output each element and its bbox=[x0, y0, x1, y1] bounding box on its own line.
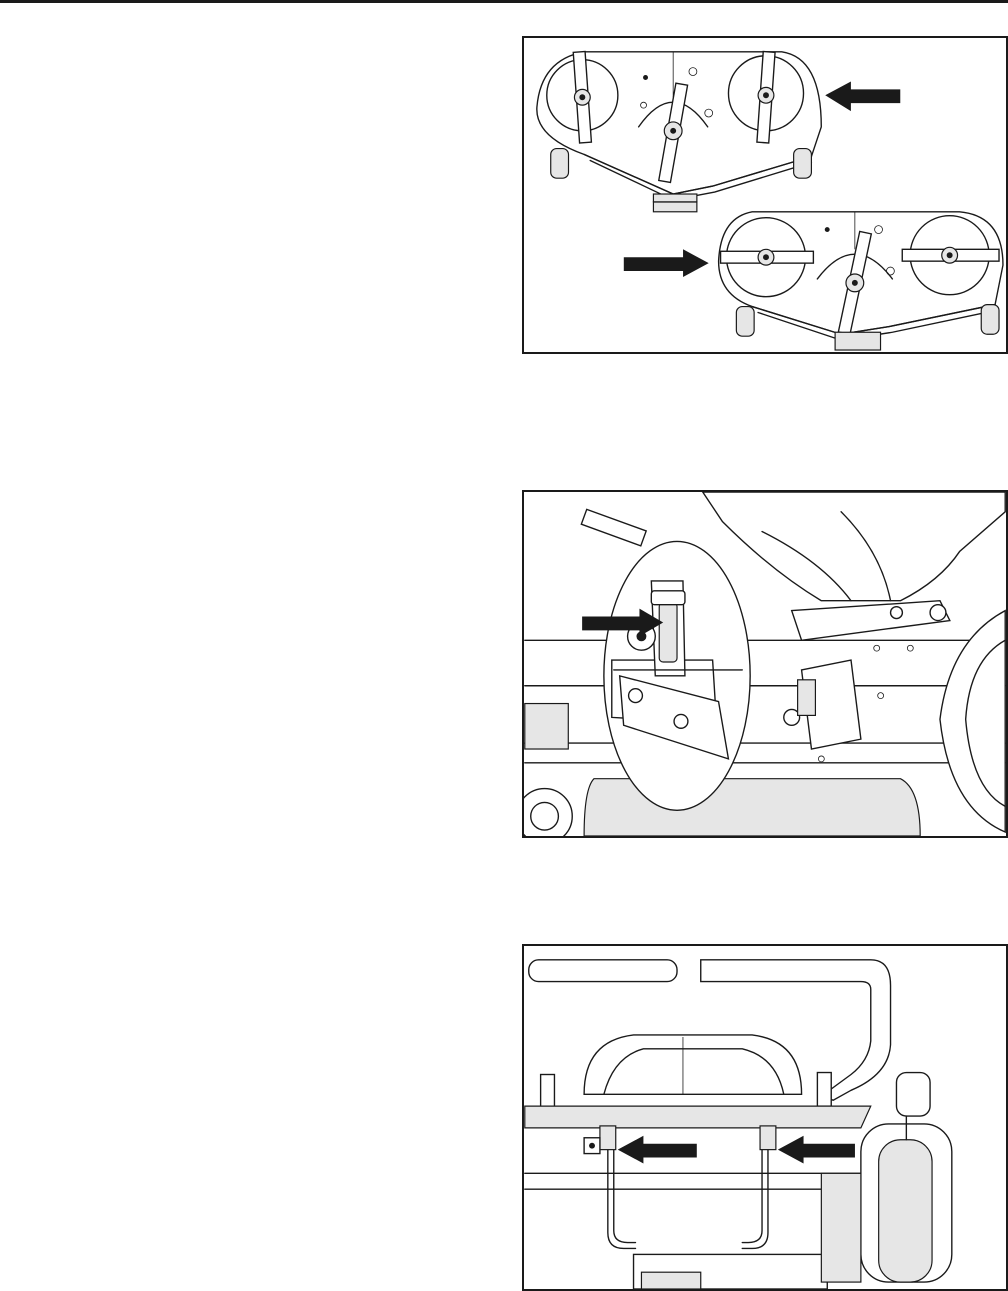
figure-lift-linkage bbox=[522, 490, 1008, 838]
mower-frame-background bbox=[524, 492, 1005, 836]
upper-mower-deck bbox=[537, 52, 821, 212]
page-top-rule bbox=[0, 0, 1008, 3]
linkage-illustration bbox=[524, 492, 1006, 836]
front-hanger-illustration bbox=[524, 946, 1006, 1289]
lower-mower-deck bbox=[719, 212, 1003, 350]
magnified-detail-inset bbox=[604, 541, 750, 810]
figure-front-hangers bbox=[522, 944, 1008, 1291]
figure-deck-leveling bbox=[522, 36, 1008, 354]
arrow-icon bbox=[624, 249, 709, 277]
arrow-icon bbox=[618, 1136, 697, 1164]
deck-illustration bbox=[524, 38, 1006, 352]
mower-front-view bbox=[525, 960, 952, 1289]
arrow-icon bbox=[825, 81, 900, 111]
arrow-icon bbox=[778, 1136, 855, 1164]
